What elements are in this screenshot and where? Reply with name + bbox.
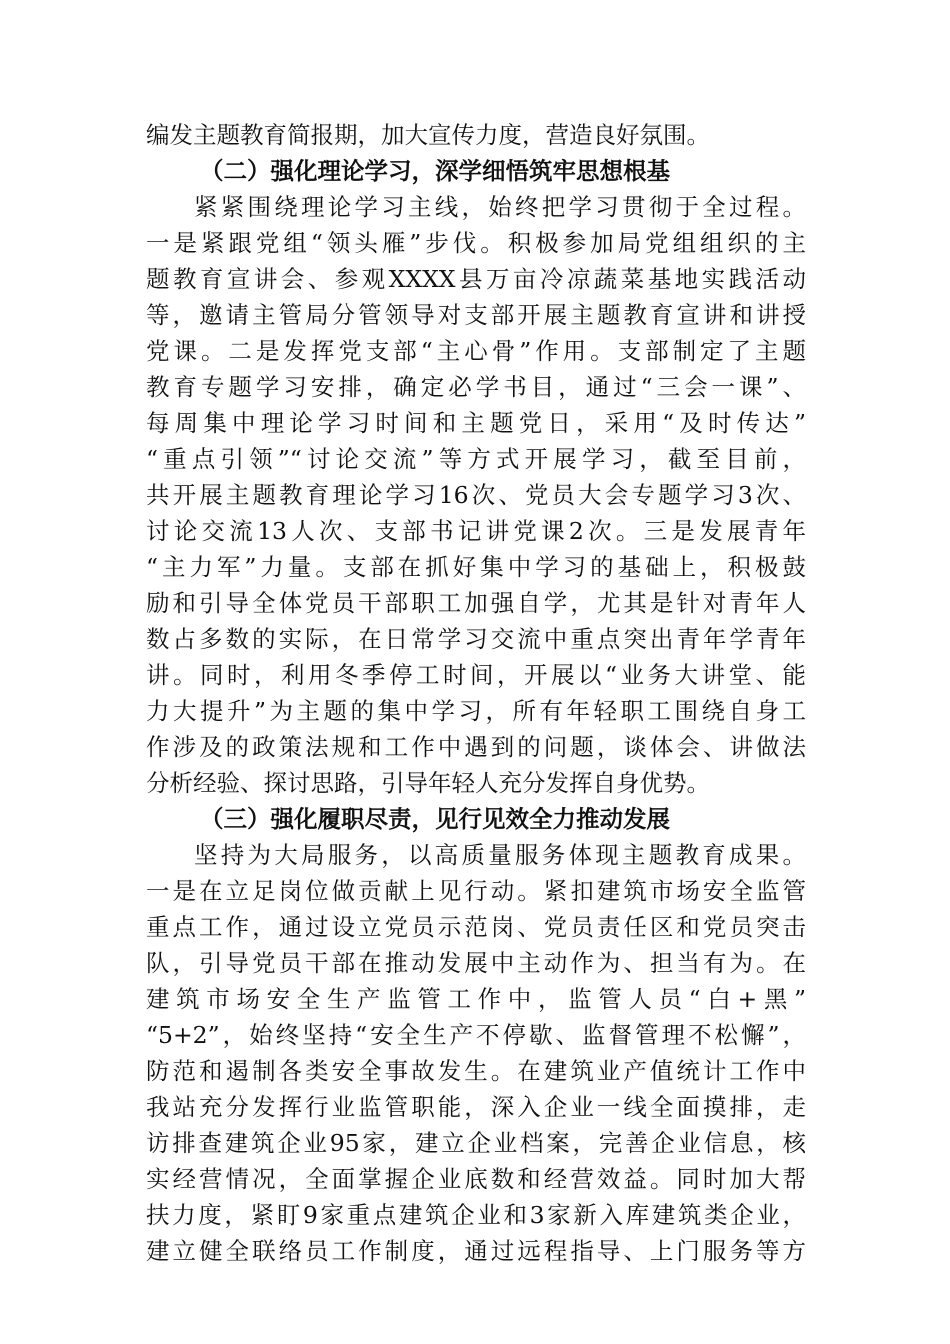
text-line: 每周集中理论学习时间和主题党日，采用“及时传达”	[146, 409, 806, 437]
text-line: 讨论交流13人次、支部书记讲党课2次。三是发展青年	[146, 517, 806, 545]
text-line: 作涉及的政策法规和工作中遇到的问题，谈体会、讲做法	[146, 733, 806, 761]
text-line: 队，引导党员干部在推动发展中主动作为、担当有为。在	[146, 949, 806, 977]
text-line: 重点工作，通过设立党员示范岗、党员责任区和党员突击	[146, 913, 806, 941]
text-line: “重点引领”“讨论交流”等方式开展学习，截至目前，	[146, 445, 806, 473]
text-line: 共开展主题教育理论学习16次、党员大会专题学习3次、	[146, 481, 806, 509]
text-line: 讲。同时，利用冬季停工时间，开展以“业务大讲堂、能	[146, 661, 806, 689]
text-line: 建筑市场安全生产监管工作中，监管人员“白+黑”	[146, 985, 806, 1013]
text-line: 实经营情况，全面掌握企业底数和经营效益。同时加大帮	[146, 1165, 806, 1193]
text-line: 编发主题教育简报期，加大宣传力度，营造良好氛围。	[146, 121, 710, 149]
text-line: 党课。二是发挥党支部“主心骨”作用。支部制定了主题	[146, 337, 806, 365]
text-line: 分析经验、探讨思路，引导年轻人充分发挥自身优势。	[146, 769, 710, 797]
text-line: 紧紧围绕理论学习主线，始终把学习贯彻于全过程。	[194, 193, 806, 221]
text-line: 题教育宣讲会、参观XXXX县万亩冷凉蔬菜基地实践活动	[146, 265, 806, 293]
section-heading: （二）强化理论学习，深学细悟筑牢思想根基	[200, 157, 670, 185]
text-line: 一是紧跟党组“领头雁”步伐。积极参加局党组组织的主	[146, 229, 806, 257]
text-line: 建立健全联络员工作制度，通过远程指导、上门服务等方	[146, 1237, 806, 1265]
text-line: “5+2”，始终坚持“安全生产不停歇、监督管理不松懈”，	[146, 1021, 806, 1049]
text-line: 扶力度，紧盯9家重点建筑企业和3家新入库建筑类企业，	[146, 1201, 806, 1229]
text-line: 一是在立足岗位做贡献上见行动。紧扣建筑市场安全监管	[146, 877, 806, 905]
text-line: 力大提升”为主题的集中学习，所有年轻职工围绕自身工	[146, 697, 806, 725]
text-line: “主力军”力量。支部在抓好集中学习的基础上，积极鼓	[146, 553, 806, 581]
text-line: 教育专题学习安排，确定必学书目，通过“三会一课”、	[146, 373, 806, 401]
text-line: 励和引导全体党员干部职工加强自学，尤其是针对青年人	[146, 589, 806, 617]
text-line: 等，邀请主管局分管领导对支部开展主题教育宣讲和讲授	[146, 301, 806, 329]
text-line: 访排查建筑企业95家，建立企业档案，完善企业信息，核	[146, 1129, 806, 1157]
text-line: 防范和遏制各类安全事故发生。在建筑业产值统计工作中	[146, 1057, 806, 1085]
section-heading: （三）强化履职尽责，见行见效全力推动发展	[200, 805, 670, 833]
text-line: 我站充分发挥行业监管职能，深入企业一线全面摸排，走	[146, 1093, 806, 1121]
text-line: 坚持为大局服务，以高质量服务体现主题教育成果。	[194, 841, 806, 869]
text-line: 数占多数的实际，在日常学习交流中重点突出青年学青年	[146, 625, 806, 653]
